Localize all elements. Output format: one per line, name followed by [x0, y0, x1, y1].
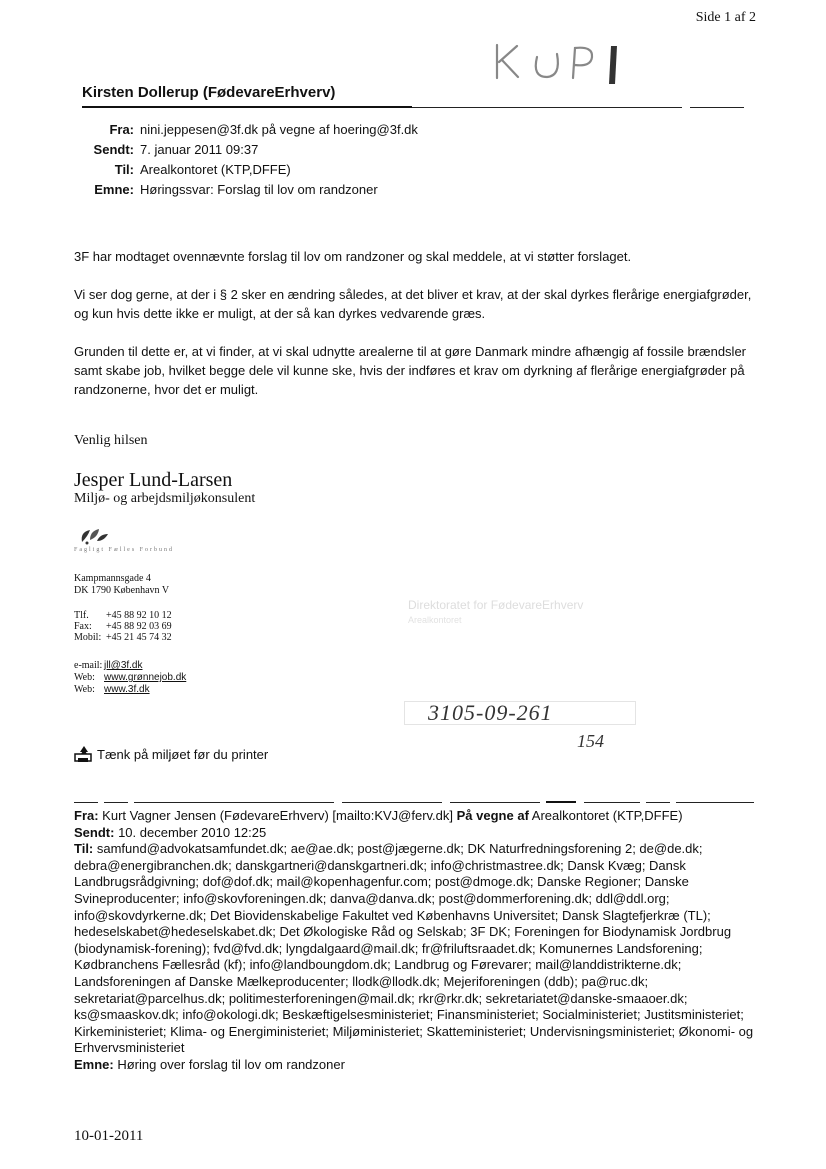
case-number: 3105-09-261 — [428, 700, 553, 725]
to-value: Arealkontoret (KTP,DFFE) — [140, 162, 291, 177]
tree-printer-icon — [74, 745, 94, 768]
forwarded-subject-label: Emne: — [74, 1056, 114, 1072]
forwarded-subject-row — [74, 1057, 764, 1074]
page-number-label: Side 1 af 2 — [695, 10, 756, 25]
greeting: Venlig hilsen — [74, 433, 148, 448]
contact-block — [74, 660, 186, 696]
phone-block — [74, 610, 172, 643]
kopi-stamp — [493, 40, 643, 91]
sent-label: Sendt: — [93, 142, 134, 157]
web-label: Web: — [74, 684, 95, 695]
address-street: Kampmannsgade 4 — [74, 573, 151, 584]
divider — [676, 802, 754, 803]
forwarded-to-value: samfund@advokatsamfundet.dk; ae@ae.dk; post@jægerne.dk; DK Naturfredningsforening 2; de@de.dk; debra@energibranchen.dk; danskgartneri@danskgartneri.dk; info@christmastree.dk; Dansk Kvæg; Dansk Landbrugsrådgivning; dof@dof.dk; mail@kopenhagenfur.com; post@dmoge.dk; Danske Regioner; Danske Svineproducenter; info@skovforeningen.dk; danva@danva.dk; post@dommerforening.dk; ddl@ddl.org; info@skovdyrkerne.dk; Det Biovidenskabelige Fakultet ved Københavns Universitet; Dansk Slagtefjerkræ (TL); hedeselskabet@hedeselskabet.dk; Det Økologiske Råd og Selskab; 3F DK; Foreningen for Biodynamisk Jordbrug (biodynamisk-forening); fvd@fvd.dk; lyngdalgaard@mail.dk; fr@friluftsraadet.dk; Komunernes Landsforening; Kødbranchens Fællesråd (kf); info@landboungdom.dk; Landbrug og Førevarer; mail@landdistrikterne.dk; Landsforeningen af Danske Mælkeproducenter; llodk@llodk.dk; Mejeriforeningen (ddb); pa@ruc.dk; sekretariat@parcelhus.dk; politimesterforeningen@mail.dk; rkr@rkr.dk; sekretariatet@danske-smaaoer.dk; ks@smaaskov.dk; info@okologi.dk; Beskæftigelsesministeriet; Finansministeriet; Socialministeriet; Justitsministeriet; Kirkeministeriet; Klima- og Energiministeriet; Miljøministeriet; Skatteministeriet; Undervisningsministeriet; Økonomi- og Erhvervsministeriet — [74, 841, 754, 1056]
divider — [546, 801, 576, 803]
forwarded-behalf-value: Arealkontoret (KTP,DFFE) — [528, 808, 683, 823]
footer-date: 10-01-2011 — [74, 1128, 144, 1144]
divider — [104, 802, 128, 803]
forwarded-behalf-label: På vegne af — [456, 808, 529, 823]
phone-label: Tlf. — [74, 610, 89, 621]
address-block — [74, 573, 169, 597]
divider — [690, 107, 744, 108]
divider — [584, 802, 640, 803]
body-paragraph: Grunden til dette er, at vi finder, at vi skal udnytte arealerne til at gøre Danmark mindre afhængig af fossile brændsler samt skabe job, hvilket begge dele vil kunne ske, hvis der indføres et krav om dyrkning af flerårige energiafgrøder på randzonerne, hvor det er muligt. — [74, 344, 747, 397]
divider — [342, 802, 442, 803]
forwarded-to-row — [74, 841, 764, 1057]
subject-label: Emne: — [94, 182, 134, 197]
phone-value: +45 88 92 10 12 — [106, 610, 172, 621]
from-value: nini.jeppesen@3f.dk på vegne af hoering@3f.dk — [140, 122, 418, 137]
forwarded-from-label: Fra: — [74, 808, 99, 823]
divider — [74, 802, 98, 803]
email-link[interactable]: jll@3f.dk — [104, 660, 143, 671]
email-header — [82, 120, 418, 200]
forwarded-from-row — [74, 808, 764, 825]
address-city: DK 1790 København V — [74, 585, 170, 596]
mobile-label: Mobil: — [74, 632, 102, 643]
page-reference: 154 — [577, 731, 604, 751]
to-label: Til: — [114, 162, 134, 177]
body-paragraph: 3F har modtaget ovennævnte forslag til lov om randzoner og skal meddele, at vi støtter forslaget. — [74, 249, 632, 264]
organization-name: Fagligt Fælles Forbund — [74, 547, 175, 553]
forwarded-sent-value: 10. december 2010 12:25 — [114, 824, 267, 840]
web-link-gronnejob[interactable]: www.grønnejob.dk — [104, 672, 187, 683]
signer-name: Jesper Lund-Larsen — [74, 469, 233, 491]
mobile-value: +45 21 45 74 32 — [106, 632, 172, 643]
body-paragraph: Vi ser dog gerne, at der i § 2 sker en ændring således, at det bliver et krav, at der skal dyrkes flerårige energiafgrøder, og kun hvis dette ikke er muligt, at der så kan dyrkes vedvarende græs. — [74, 287, 752, 321]
signer-title: Miljø- og arbejdsmiljøkonsulent — [74, 491, 256, 506]
divider — [82, 106, 412, 108]
web-label: Web: — [74, 672, 95, 683]
received-stamp-line: Direktoratet for FødevareErhverv — [408, 598, 584, 612]
divider — [646, 802, 670, 803]
sender-name: Kirsten Dollerup (FødevareErhverv) — [82, 84, 336, 101]
divider — [412, 107, 682, 108]
fax-value: +45 88 92 03 69 — [106, 621, 172, 632]
divider — [134, 802, 334, 803]
forwarded-to-label: Til: — [74, 841, 94, 857]
forwarded-email-header — [74, 808, 764, 1074]
email-body — [74, 247, 764, 418]
subject-value: Høringssvar: Forslag til lov om randzoner — [140, 182, 378, 197]
forwarded-subject-value: Høring over forslag til lov om randzoner — [113, 1056, 345, 1072]
email-label: e-mail: — [74, 660, 103, 671]
web-link-3f[interactable]: www.3f.dk — [104, 684, 150, 695]
divider — [450, 802, 540, 803]
from-label: Fra: — [109, 122, 134, 137]
fax-label: Fax: — [74, 621, 92, 632]
forwarded-sent-row — [74, 825, 764, 842]
forwarded-sent-label: Sendt: — [74, 824, 115, 840]
received-stamp-line: Arealkontoret — [408, 615, 462, 625]
forwarded-from-value: Kurt Vagner Jensen (FødevareErhverv) [mailto:KVJ@ferv.dk] — [98, 808, 457, 823]
received-stamp — [408, 598, 678, 638]
print-note: Tænk på miljøet før du printer — [97, 747, 269, 762]
sent-value: 7. januar 2011 09:37 — [140, 142, 259, 157]
